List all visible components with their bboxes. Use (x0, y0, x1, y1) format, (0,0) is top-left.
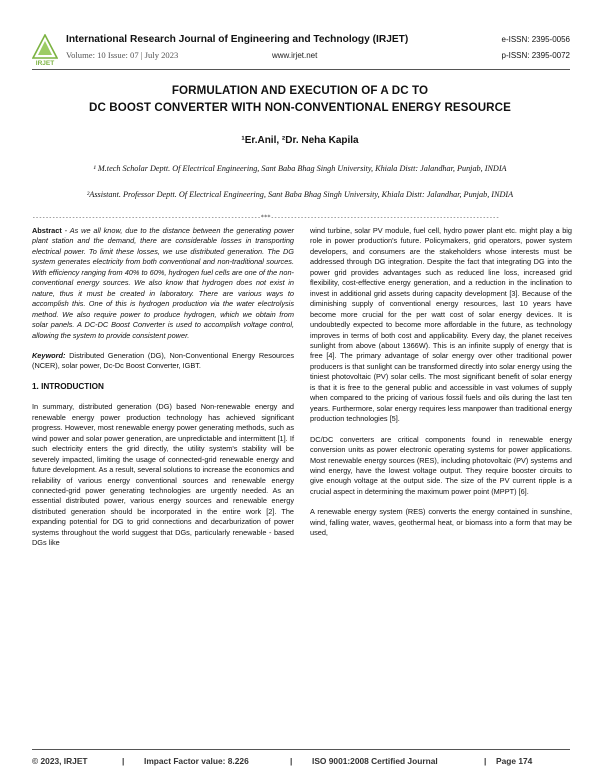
affiliation-2: ²Assistant. Professor Deptt. Of Electrical Engineering, Sant Baba Bhag Singh University, Khiala Distt: Jalandhar, Punjab, INDIA (86, 190, 514, 199)
footer-page-number: Page 174 (496, 756, 533, 766)
keywords-text: Distributed Generation (DG), Non-Conventional Energy Resources (NCER), solar power, Dc-Dc Boost Converter, IGBT. (32, 350, 294, 371)
footer-impact-factor: Impact Factor value: 8.226 (144, 756, 249, 766)
footer-separator: | (290, 756, 293, 766)
footer-iso: ISO 9001:2008 Certified Journal (312, 756, 438, 766)
section-divider: ---------------------------------------------------------------------***--------------------------------------------------------------------- (32, 214, 500, 221)
title-line-2: DC BOOST CONVERTER WITH NON-CONVENTIONAL ENERGY RESOURCE (89, 101, 511, 114)
intro-paragraph: In summary, distributed generation (DG) based Non-renewable energy and renewable energy power production technology has achieved significant progress. However, most renewable energy power generating methods, such as wind power and solar power generation, are unpredictable and intermittent [1]. If such electricity enters the grid directly, the utility system's stability will be severely impacted, limiting the usage of connected-grid renewable energy and future development. As a result, several solutions to increase the economics and reliability of various energy conventional sources and renewable energy connected-grid power generating technologies are urgently needed. As an essential distributed power, various energy sources and renewable energy distributed generation should be incorporated in the entire work [2]. The expanding potential for DG to grid connections and decarburization of power systems throughout the world suggest that DGs, particularly renewable - based DGs like (32, 402, 294, 548)
left-column (32, 226, 294, 559)
journal-website: www.irjet.net (272, 51, 318, 60)
authors: ¹Er.Anil, ²Dr. Neha Kapila (241, 135, 359, 146)
journal-header (32, 34, 570, 68)
keywords-label: Keyword: (32, 350, 66, 360)
header-rule (32, 69, 570, 70)
irjet-logo-icon (32, 34, 58, 66)
abstract (32, 226, 294, 341)
footer-copyright: © 2023, IRJET (32, 756, 88, 766)
journal-title: International Research Journal of Engineering and Technology (IRJET) (66, 34, 409, 45)
footer-rule (32, 749, 570, 750)
logo-text: IRJET (35, 60, 55, 66)
volume-line: Volume: 10 Issue: 07 | July 2023 (66, 50, 179, 60)
title-line-1: FORMULATION AND EXECUTION OF A DC TO (171, 84, 429, 97)
footer-separator: | (484, 756, 487, 766)
paragraph-1: wind turbine, solar PV module, fuel cell, hydro power plant etc. might play a big role in power production's future. Policymakers, grid operators, power system developers, and consumers are the stakeholders whose interests must be addressed through DG integration. Despite the fact that integrating DG into the power grid provides advantages such as reduced line loss, increased grid flexibility, cost-effective energy generation, and a reduction in the inclination to invest in additional grid assets during capacity development [3]. Because of the diminishing supply of conventional energy resources, last 10 years have become more crucial for the per watt cost of solar energy devices. It is undoubtedly expected to become more affordable in the future, as technology improves in terms of both cost and applicability. Every day, the planet receives sunlight from above (about 1366W). This is an infinite supply of energy that is free [4]. The primary advantage of solar energy over other traditional power producers is that sunlight can be transformed directly into solar energy using the tiniest photovoltaic (PV) solar cells. The most significant benefit of solar energy is that it is free to the general public and accessible in vast volumes of supply when compared to the pricing of various fossil fuels and oils during the last ten years. Furthermore, solar energy requires less manpower than traditional energy production technologies [5]. (310, 226, 572, 424)
pissn: p-ISSN: 2395-0072 (501, 51, 570, 60)
eissn: e-ISSN: 2395-0056 (501, 35, 570, 44)
right-column (310, 226, 572, 549)
paragraph-3: A renewable energy system (RES) converts the energy contained in sunshine, wind, falling water, waves, geothermal heat, or biomass into a form that may be used, (310, 507, 572, 538)
keywords (32, 351, 294, 372)
section-heading-introduction: 1. INTRODUCTION (32, 381, 104, 391)
abstract-text: - As we all know, due to the distance between the generating power plant station and the demand, there are considerable losses in transporting electrical power. To limit these losses, we use distributed generation. The DG system generates electricity from both conventional and non-traditional sources. With efficiency ranging from 40% to 60%, hydrogen fuel cells are one of the non-conventional energy sources. We also know that hydrogen does not exist in nature, thus it must be created in laboratory. There are various ways to accomplish this. One of this is hydrogen production via the water electrolysis method. We also require power to produce hydrogen, which we obtain from solar panels. A DC-DC Boost Converter is used to accomplish voltage control, allowing the system to provide consistent power. (32, 226, 294, 340)
paragraph-2: DC/DC converters are critical components found in renewable energy conversion units as power electronic operating systems for power applications. Most renewable energy sources (RES), including photovoltaic (PV) systems and wind energy, have the lowest voltage output. They require booster circuits to give enough voltage at the output side. The size of the PV current ripple is a crucial aspect in determining the maximum power point (MPPT) [6]. (310, 434, 572, 496)
footer-separator: | (122, 756, 125, 766)
abstract-label: Abstract (32, 226, 62, 235)
affiliation-1: ¹ M.tech Scholar Deptt. Of Electrical Engineering, Sant Baba Bhag Singh University, Khiala Distt: Jalandhar, Punjab, INDIA (93, 164, 507, 173)
paper-title (30, 82, 570, 116)
